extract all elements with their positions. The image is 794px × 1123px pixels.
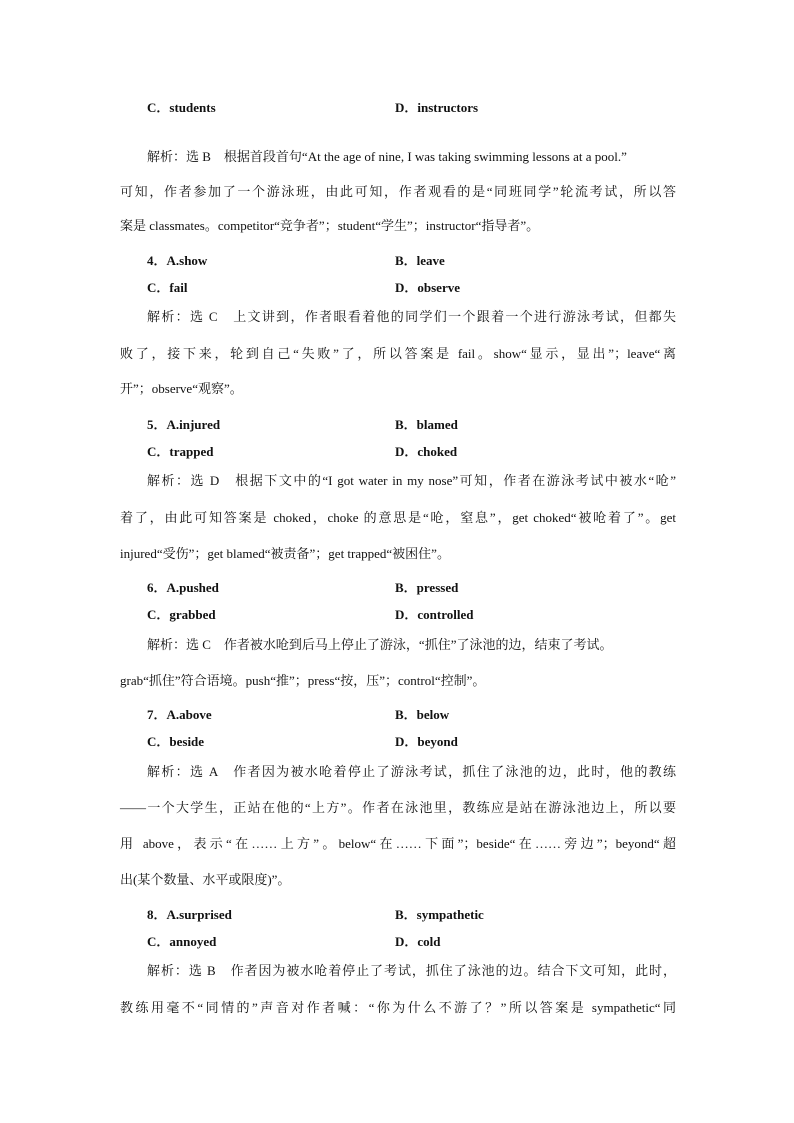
q5-options-ab	[0, 414, 794, 432]
q7-analysis-line-4: 出(某个数量、水平或限度)”。	[120, 872, 291, 887]
q5-analysis-line-1: 解析：选 D 根据下文中的“I got water in my nose”可知，作者在游泳考试中被水“呛”	[147, 473, 676, 488]
q6-options-cd	[0, 604, 794, 622]
q5-option-d: D．choked	[395, 444, 458, 459]
q7-option-b: B．below	[395, 707, 450, 722]
q8-option-a: 8．A.surprised	[147, 907, 232, 922]
q8-option-d: D．cold	[395, 934, 441, 949]
q5-option-c: C．trapped	[147, 444, 214, 459]
q8-analysis-line-2: 教练用毫不“同情的”声音对作者喊：“你为什么不游了？”所以答案是 sympathetic“同	[120, 1000, 676, 1015]
q4-option-a: 4．A.show	[147, 253, 208, 268]
q4-option-d: D．observe	[395, 280, 460, 295]
q7-options-ab	[0, 704, 794, 722]
q8-option-c: C．annoyed	[147, 934, 217, 949]
q8-options-ab	[0, 904, 794, 922]
q7-options-cd	[0, 731, 794, 749]
q6-option-c: C．grabbed	[147, 607, 216, 622]
q3-analysis-line-1: 解析：选 B 根据首段首句“At the age of nine, I was taking swimming lessons at a pool.”	[147, 149, 627, 164]
q3-option-c: C．students	[147, 100, 216, 115]
q6-options-ab	[0, 577, 794, 595]
q7-option-a: 7．A.above	[147, 707, 212, 722]
q6-option-a: 6．A.pushed	[147, 580, 219, 595]
q4-options-cd	[0, 277, 794, 295]
q5-option-a: 5．A.injured	[147, 417, 221, 432]
q5-option-b: B．blamed	[395, 417, 458, 432]
q5-analysis-line-3: injured“受伤”；get blamed“被责备”；get trapped“被困住”。	[120, 546, 450, 561]
q4-option-b: B．leave	[395, 253, 445, 268]
q3-option-d: D．instructors	[395, 100, 479, 115]
q4-options-ab	[0, 250, 794, 268]
q7-analysis-line-1: 解析：选 A 作者因为被水呛着停止了游泳考试，抓住了泳池的边，此时，他的教练	[147, 764, 676, 779]
q8-analysis-line-1: 解析：选 B 作者因为被水呛着停止了考试，抓住了泳池的边。结合下文可知，此时，	[147, 963, 676, 978]
q4-analysis-line-1: 解析：选 C 上文讲到，作者眼看着他的同学们一个跟着一个进行游泳考试，但都失	[147, 309, 676, 324]
q8-option-b: B．sympathetic	[395, 907, 484, 922]
q6-analysis-line-1: 解析：选 C 作者被水呛到后马上停止了游泳，“抓住”了泳池的边，结束了考试。	[147, 637, 613, 652]
q7-analysis-line-3: 用 above，表示“在……上方”。below“在……下面”；beside“在……旁边”；beyond“超	[120, 836, 676, 851]
q3-analysis-line-2: 可知，作者参加了一个游泳班，由此可知，作者观看的是“同班同学”轮流考试，所以答	[120, 184, 676, 199]
q7-option-c: C．beside	[147, 734, 205, 749]
q8-options-cd	[0, 931, 794, 949]
q7-option-d: D．beyond	[395, 734, 458, 749]
q3-analysis-line-3: 案是 classmates。competitor“竞争者”；student“学生”；instructor“指导者”。	[120, 218, 540, 233]
q4-analysis-line-3: 开”；observe“观察”。	[120, 381, 243, 396]
q7-analysis-line-2: ——一个大学生，正站在他的“上方”。作者在泳池里，教练应是站在游泳池边上，所以要	[120, 800, 676, 815]
q6-option-b: B．pressed	[395, 580, 459, 595]
q3-options-cd	[0, 97, 794, 115]
q5-analysis-line-2: 着了，由此可知答案是 choked，choke 的意思是“呛，窒息”，get choked“被呛着了”。get	[120, 510, 676, 525]
q5-options-cd	[0, 441, 794, 459]
q6-option-d: D．controlled	[395, 607, 474, 622]
q4-option-c: C．fail	[147, 280, 188, 295]
q4-analysis-line-2: 败了，接下来，轮到自己“失败”了，所以答案是 fail。show“显示，显出”；leave“离	[120, 346, 676, 361]
q6-analysis-line-2: grab“抓住”符合语境。push“推”；press“按，压”；control“控制”。	[120, 673, 486, 688]
